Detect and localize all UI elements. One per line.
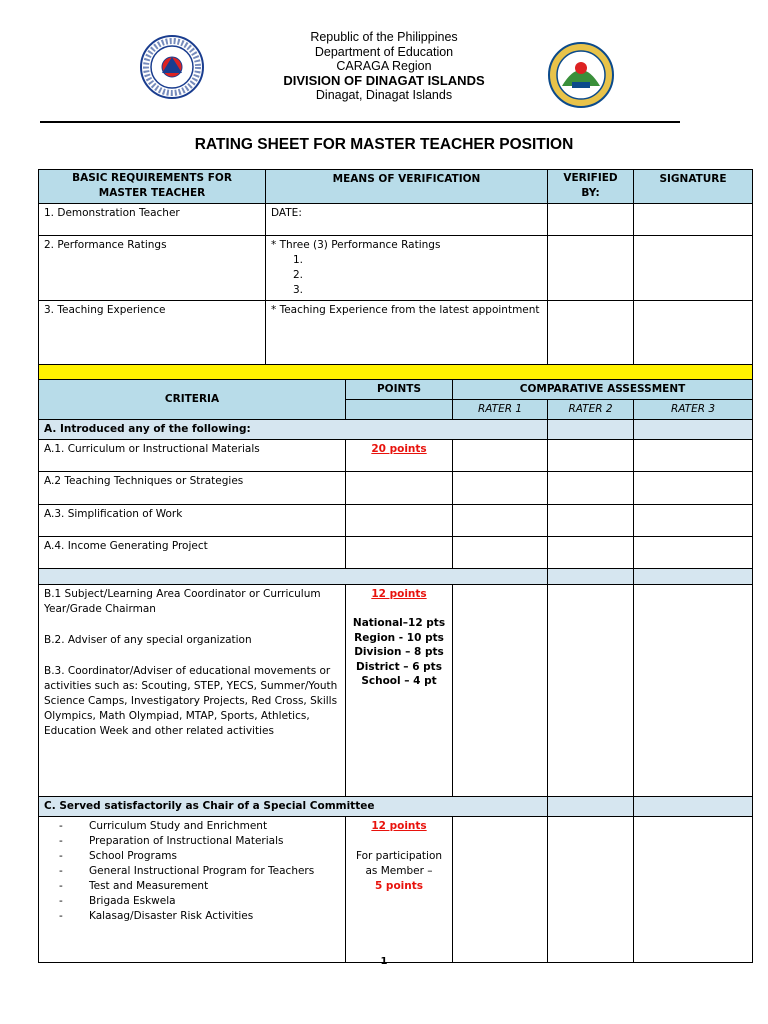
rater-2-cell[interactable] <box>548 585 634 797</box>
member-points: 5 points <box>374 880 424 892</box>
header-verified-by: VERIFIED BY: <box>548 170 634 204</box>
rater-2-cell[interactable] <box>548 817 634 963</box>
rater-2-cell[interactable] <box>548 505 634 537</box>
points-a3 <box>346 505 453 537</box>
section-a-rater-2 <box>548 420 634 440</box>
level-national: National–12 pts <box>352 617 446 629</box>
list-item: - Kalasag/Disaster Risk Activities <box>44 909 340 924</box>
section-c-rater-2 <box>548 797 634 817</box>
yellow-separator <box>39 365 753 380</box>
criteria-a2: A.2 Teaching Techniques or Strategies <box>39 472 346 505</box>
list-item: - Brigada Eskwela <box>44 894 340 909</box>
document-title: RATING SHEET FOR MASTER TEACHER POSITION <box>194 136 574 153</box>
section-c-rater-3 <box>634 797 753 817</box>
verified-cell[interactable] <box>548 204 634 236</box>
points-b-value: 12 points <box>371 588 427 600</box>
criteria-a4: A.4. Income Generating Project <box>39 537 346 569</box>
list-item: - Curriculum Study and Enrichment <box>44 819 340 834</box>
rating-item-1: 1. <box>293 254 304 266</box>
header-rater-1: RATER 1 <box>453 400 548 420</box>
committee-list <box>44 819 340 924</box>
header-rater-3: RATER 3 <box>634 400 753 420</box>
points-a4 <box>346 537 453 569</box>
member-text: For participation as Member – <box>355 850 443 877</box>
criteria-c <box>39 817 346 963</box>
page-number: 1 <box>380 956 388 967</box>
requirement-teaching-experience: 3. Teaching Experience <box>39 301 266 365</box>
level-division: Division – 8 pts <box>354 646 444 658</box>
points-c <box>346 817 453 963</box>
header-rater-2: RATER 2 <box>548 400 634 420</box>
header-points-blank <box>346 400 453 420</box>
rater-1-cell[interactable] <box>453 817 548 963</box>
level-district: District – 6 pts <box>356 660 442 673</box>
letterhead-address: Dinagat, Dinagat Islands <box>315 88 453 102</box>
section-b-rater-2 <box>548 569 634 585</box>
section-c-title: C. Served satisfactorily as Chair of a Special Committee <box>39 797 548 817</box>
header-means-of-verification: MEANS OF VERIFICATION <box>266 170 548 204</box>
points-a1 <box>346 440 453 472</box>
rater-2-cell[interactable] <box>548 440 634 472</box>
rater-3-cell[interactable] <box>634 472 753 505</box>
header-comparative-assessment: COMPARATIVE ASSESSMENT <box>453 380 753 400</box>
criteria-a1: A.1. Curriculum or Instructional Materials <box>39 440 346 472</box>
list-item: - School Programs <box>44 849 340 864</box>
rater-3-cell[interactable] <box>634 537 753 569</box>
rating-sheet-table <box>38 169 753 963</box>
rater-1-cell[interactable] <box>453 472 548 505</box>
means-performance-ratings-text: * Three (3) Performance Ratings <box>271 239 441 251</box>
points-b <box>346 585 453 797</box>
rater-3-cell[interactable] <box>634 817 753 963</box>
rating-item-3: 3. <box>293 284 304 296</box>
criteria-b1: B.1 Subject/Learning Area Coordinator or Curriculum Year/Grade Chairman <box>44 588 321 615</box>
criteria-b2: B.2. Adviser of any special organization <box>44 634 252 646</box>
letterhead <box>0 30 768 103</box>
rater-1-cell[interactable] <box>453 440 548 472</box>
means-performance-ratings <box>266 236 548 301</box>
list-item: - Test and Measurement <box>44 879 340 894</box>
criteria-a3: A.3. Simplification of Work <box>39 505 346 537</box>
header-signature: SIGNATURE <box>634 170 753 204</box>
rater-2-cell[interactable] <box>548 537 634 569</box>
rater-1-cell[interactable] <box>453 505 548 537</box>
signature-cell[interactable] <box>634 236 753 301</box>
letterhead-republic: Republic of the Philippines <box>310 30 458 44</box>
section-b-title <box>39 569 548 585</box>
rater-1-cell[interactable] <box>453 585 548 797</box>
rater-3-cell[interactable] <box>634 585 753 797</box>
letterhead-department: Department of Education <box>314 44 454 59</box>
criteria-b <box>39 585 346 797</box>
points-a1-value: 20 points <box>371 443 427 455</box>
signature-cell[interactable] <box>634 301 753 365</box>
means-teaching-experience: * Teaching Experience from the latest appointment <box>266 301 548 365</box>
rater-3-cell[interactable] <box>634 440 753 472</box>
section-a-rater-3 <box>634 420 753 440</box>
list-item: - Preparation of Instructional Materials <box>44 834 340 849</box>
requirement-performance-ratings: 2. Performance Ratings <box>39 236 266 301</box>
level-school: School – 4 pt <box>361 675 437 687</box>
rating-item-2: 2. <box>293 269 304 281</box>
rater-1-cell[interactable] <box>453 537 548 569</box>
header-basic-requirements: BASIC REQUIREMENTS FOR MASTER TEACHER <box>39 170 266 204</box>
rater-3-cell[interactable] <box>634 505 753 537</box>
level-region: Region - 10 pts <box>354 631 444 644</box>
list-item: - General Instructional Program for Teachers <box>44 864 340 879</box>
points-c-value: 12 points <box>371 820 427 832</box>
verified-cell[interactable] <box>548 236 634 301</box>
verified-cell[interactable] <box>548 301 634 365</box>
points-a2 <box>346 472 453 505</box>
requirement-demonstration-teacher: 1. Demonstration Teacher <box>39 204 266 236</box>
header-points: POINTS <box>346 380 453 400</box>
header-criteria: CRITERIA <box>39 380 346 420</box>
letterhead-region: CARAGA Region <box>336 59 432 73</box>
letterhead-division: DIVISION OF DINAGAT ISLANDS <box>283 72 485 88</box>
header-divider <box>40 121 680 123</box>
rater-2-cell[interactable] <box>548 472 634 505</box>
section-b-rater-3 <box>634 569 753 585</box>
means-date: DATE: <box>266 204 548 236</box>
section-a-title: A. Introduced any of the following: <box>39 420 548 440</box>
criteria-b3: B.3. Coordinator/Adviser of educational movements or activities such as: Scouting, STEP, YECS, Summer/Youth Science Camps, Investigatory Projects, Red Cross, Skills Olympics, Math Olympiad, MTAP, Sports, Athletics, Education Week and other related activities <box>44 665 338 737</box>
signature-cell[interactable] <box>634 204 753 236</box>
